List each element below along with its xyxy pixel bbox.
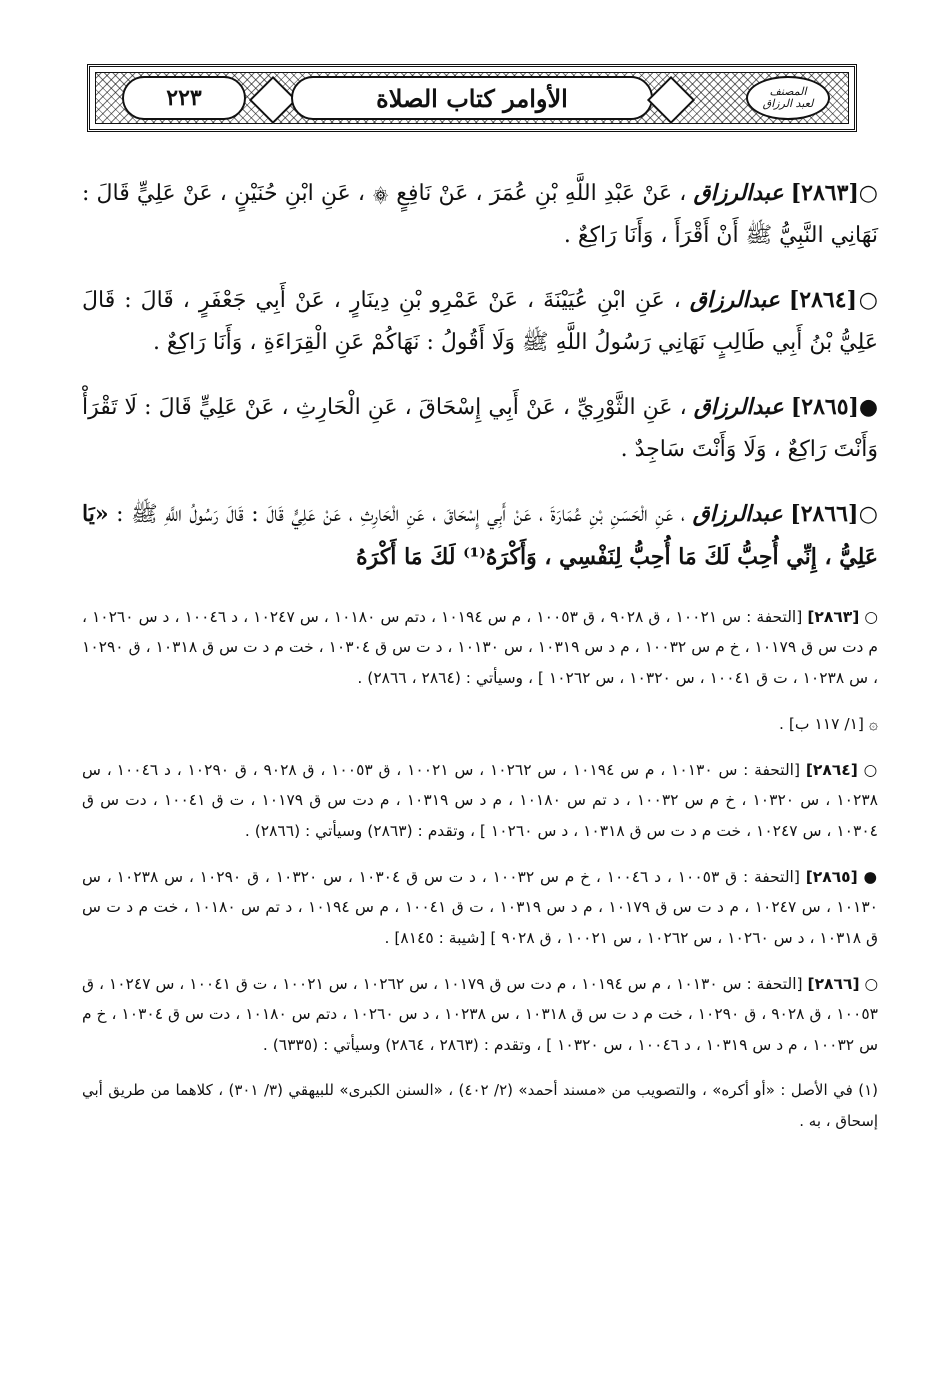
- note-marker: ○: [864, 607, 879, 626]
- title-box: [291, 76, 653, 120]
- note-code: [٢٨٦٥]: [805, 867, 858, 886]
- hadith-2865: [82, 386, 878, 471]
- hadith-text: ، عَنِ الثَّوْرِيِّ ، عَنْ أَبِي إِسْحَاقَ ، عَنِ الْحَارِثِ ، عَنْ عَلِيٍّ قَالَ : لَا تَقْرَأْ وَأَنْتَ رَاكِعٌ ، وَلَا وَأَنْتَ سَاجِدٌ .: [82, 395, 878, 462]
- ornament-diamond-left: [249, 76, 297, 124]
- note-2866: [82, 969, 878, 1061]
- note-code: [٢٨٦٦]: [807, 974, 860, 993]
- note-code: [٢٨٦٤]: [805, 760, 858, 779]
- page-number: ٢٢٣: [166, 85, 202, 111]
- header-ornament: [95, 72, 849, 124]
- hadith-2864: [82, 279, 878, 364]
- hadith-number: [٢٨٦٤]: [788, 287, 857, 313]
- ornament-diamond-right: [647, 76, 695, 124]
- hadith-marker: ○: [858, 288, 878, 313]
- hadith-2866: [82, 493, 878, 579]
- note-marker: ۞: [868, 714, 878, 733]
- note-2863: [82, 602, 878, 694]
- note-text: [التحفة : س ١٠٠٢١ ، ق ٩٠٢٨ ، ق ١٠٠٥٣ ، م س ١٠١٩٤ ، دتم س ١٠١٨٠ ، س ١٠٢٤٧ ، د ١٠٠٤٦ ، د س ١٠٢٦٠ ، م دت س ق ١٠١٧٩ ، خ م س ١٠٠٣٢ ، م د س ١٠٣١٩ ، س ١٠١٣٠ ، د ت س ق ١٠٣٠٤ ، خت م د ت س ق ١٠٣١٨ ، ق ١٠٢٩٠ ، س ١٠٢٣٨ ، ت ق ١٠٠٤١ ، س ١٠٣٢٠ ، س ١٠٢٦٢ ] ، وسيأتي : (٢٨٦٤ ، ٢٨٦٦) .: [82, 607, 879, 687]
- note-text: [١/ ١١٧ ب] .: [779, 714, 864, 733]
- note-marker: ○: [864, 974, 878, 993]
- book-emblem: [746, 76, 830, 120]
- emblem-line1: المصنف: [769, 85, 807, 98]
- hadith-number: [٢٨٦٥]: [790, 394, 859, 420]
- notes-divider: [82, 580, 878, 581]
- hadith-imam: عبدالرزاق: [689, 287, 780, 313]
- note-marker: ○: [863, 760, 879, 779]
- hadith-number: [٢٨٦٣]: [790, 180, 859, 206]
- hadith-text: ، عَنِ ابْنِ عُيَيْنَةَ ، عَنْ عَمْرِو بْنِ دِينَارٍ ، عَنْ أَبِي جَعْفَرٍ ، قَالَ : قَالَ عَلِيُّ بْنُ أَبِي طَالِبٍ نَهَانِي رَسُولُ اللَّهِ ﷺ وَلَا أَقُولُ : نَهَاكُمْ عَنِ الْقِرَاءَةِ ، وَأَنَا رَاكِعٌ .: [82, 288, 878, 355]
- hadith-imam: عبدالرزاق: [692, 501, 783, 527]
- note-text: [التحفة : ق ١٠٠٥٣ ، د ١٠٠٤٦ ، خ م س ١٠٠٣٢ ، د ت س ق ١٠٣٠٤ ، س ١٠٣٢٠ ، ق ١٠٢٩٠ ، س ١٠٢٣٨ ، س ١٠١٣٠ ، س ١٠٢٤٧ ، م د ت س ق ١٠١٧٩ ، م د س ١٠٣١٩ ، ت ق ١٠٠٤١ ، م س ١٠١٩٤ ، د تم س ١٠١٨٠ ، خت م د ت س ق ١٠٣١٨ ، د س ١٠٢٦٠ ، س ١٠٢٦٢ ، س ١٠٠٢١ ، ق ٩٠٢٨ ] [شيبة : ٨١٤٥] .: [82, 867, 879, 947]
- note-2865: [82, 862, 878, 954]
- note-code: [٢٨٦٣]: [807, 607, 860, 626]
- takhrij-notes: [82, 586, 878, 1138]
- main-text: [82, 150, 878, 591]
- hadith-text: ، عَنِ الْحَسَنِ بْنِ عُمَارَةَ ، عَنْ أَبِي إِسْحَاقَ ، عَنِ الْحَارِثِ ، عَنْ عَلِيٍّ قَالَ : قَالَ رَسُولُ اللَّهِ ﷺ :: [116, 502, 686, 527]
- prophet-speech: «يَا عَلِيُّ ، إِنِّي أُحِبُّ لَكَ مَا أُحِبُّ لِنَفْسِي ، وَأَكْرَهُ⁽¹⁾ لَكَ مَا أَكْرَهُ: [82, 501, 878, 570]
- hadith-marker: ○: [858, 502, 878, 527]
- note-text: [التحفة : س ١٠١٣٠ ، م س ١٠١٩٤ ، س ١٠٢٦٢ ، س ١٠٠٢١ ، ق ١٠٠٥٣ ، ق ٩٠٢٨ ، ق ١٠٢٩٠ ، د ١٠٠٤٦ ، س ١٠٢٣٨ ، س ١٠٣٢٠ ، خ م س ١٠٠٣٢ ، د تم س ١٠١٨٠ ، م د س ١٠٣١٩ ، م دت س ق ١٠١٧٩ ، ت ق ١٠٠٤١ ، دت س ق ١٠٣٠٤ ، س ١٠٢٤٧ ، خت م د ت س ق ١٠٣١٨ ، د س ١٠٢٦٠ ] ، وتقدم : (٢٨٦٣) وسيأتي : (٢٨٦٦) .: [82, 760, 878, 840]
- hadith-imam: عبدالرزاق: [693, 394, 784, 420]
- hadith-text: ، عَنْ عَبْدِ اللَّهِ بْنِ عُمَرَ ، عَنْ نَافِعٍ ۞ ، عَنِ ابْنِ حُنَيْنٍ ، عَنْ عَلِيٍّ قَالَ : نَهَانِي النَّبِيُّ ﷺ أَنْ أَقْرَأَ ، وَأَنَا رَاكِعٌ .: [82, 181, 878, 248]
- hadith-imam: عبدالرزاق: [693, 180, 784, 206]
- page-header: [87, 64, 857, 132]
- hadith-number: [٢٨٦٦]: [790, 501, 859, 527]
- hadith-marker: ○: [858, 181, 878, 206]
- running-title: الأوامر كتاب الصلاة: [376, 83, 568, 113]
- note-marker: ●: [863, 867, 878, 886]
- note-2864: [82, 755, 878, 847]
- page-number-box: [122, 76, 246, 120]
- note-text: [التحفة : س ١٠١٣٠ ، م س ١٠١٩٤ ، م دت س ق ١٠١٧٩ ، س ١٠٢٦٢ ، س ١٠٠٢١ ، ت ق ١٠٠٤١ ، س ١٠٢٤٧ ، ق ١٠٠٥٣ ، ق ٩٠٢٨ ، ق ١٠٢٩٠ ، خت م د ت س ق ١٠٣١٨ ، س ١٠٢٣٨ ، د س ١٠٢٦٠ ، دتم س ١٠١٨٠ ، دت س ق ١٠٣٠٤ ، خ م س ١٠٠٣٢ ، م د س ١٠٣١٩ ، د ١٠٠٤٦ ، س ١٠٣٢٠ ] ، وتقدم : (٢٨٦٣ ، ٢٨٦٤) وسيأتي : (٦٣٣٥) .: [82, 974, 878, 1054]
- hadith-marker: ●: [858, 395, 879, 420]
- note-folio: [82, 709, 878, 740]
- emblem-line2: لعبد الرزاق: [762, 97, 814, 110]
- hadith-2863: [82, 172, 878, 257]
- footnote-1: (١) في الأصل : «أو أكره» ، والتصويب من «مسند أحمد» (٢/ ٤٠٢) ، «السنن الكبرى» للبيهقي (٣/ ٣٠١) ، كلاهما من طريق أبي إسحاق ، به .: [82, 1081, 878, 1130]
